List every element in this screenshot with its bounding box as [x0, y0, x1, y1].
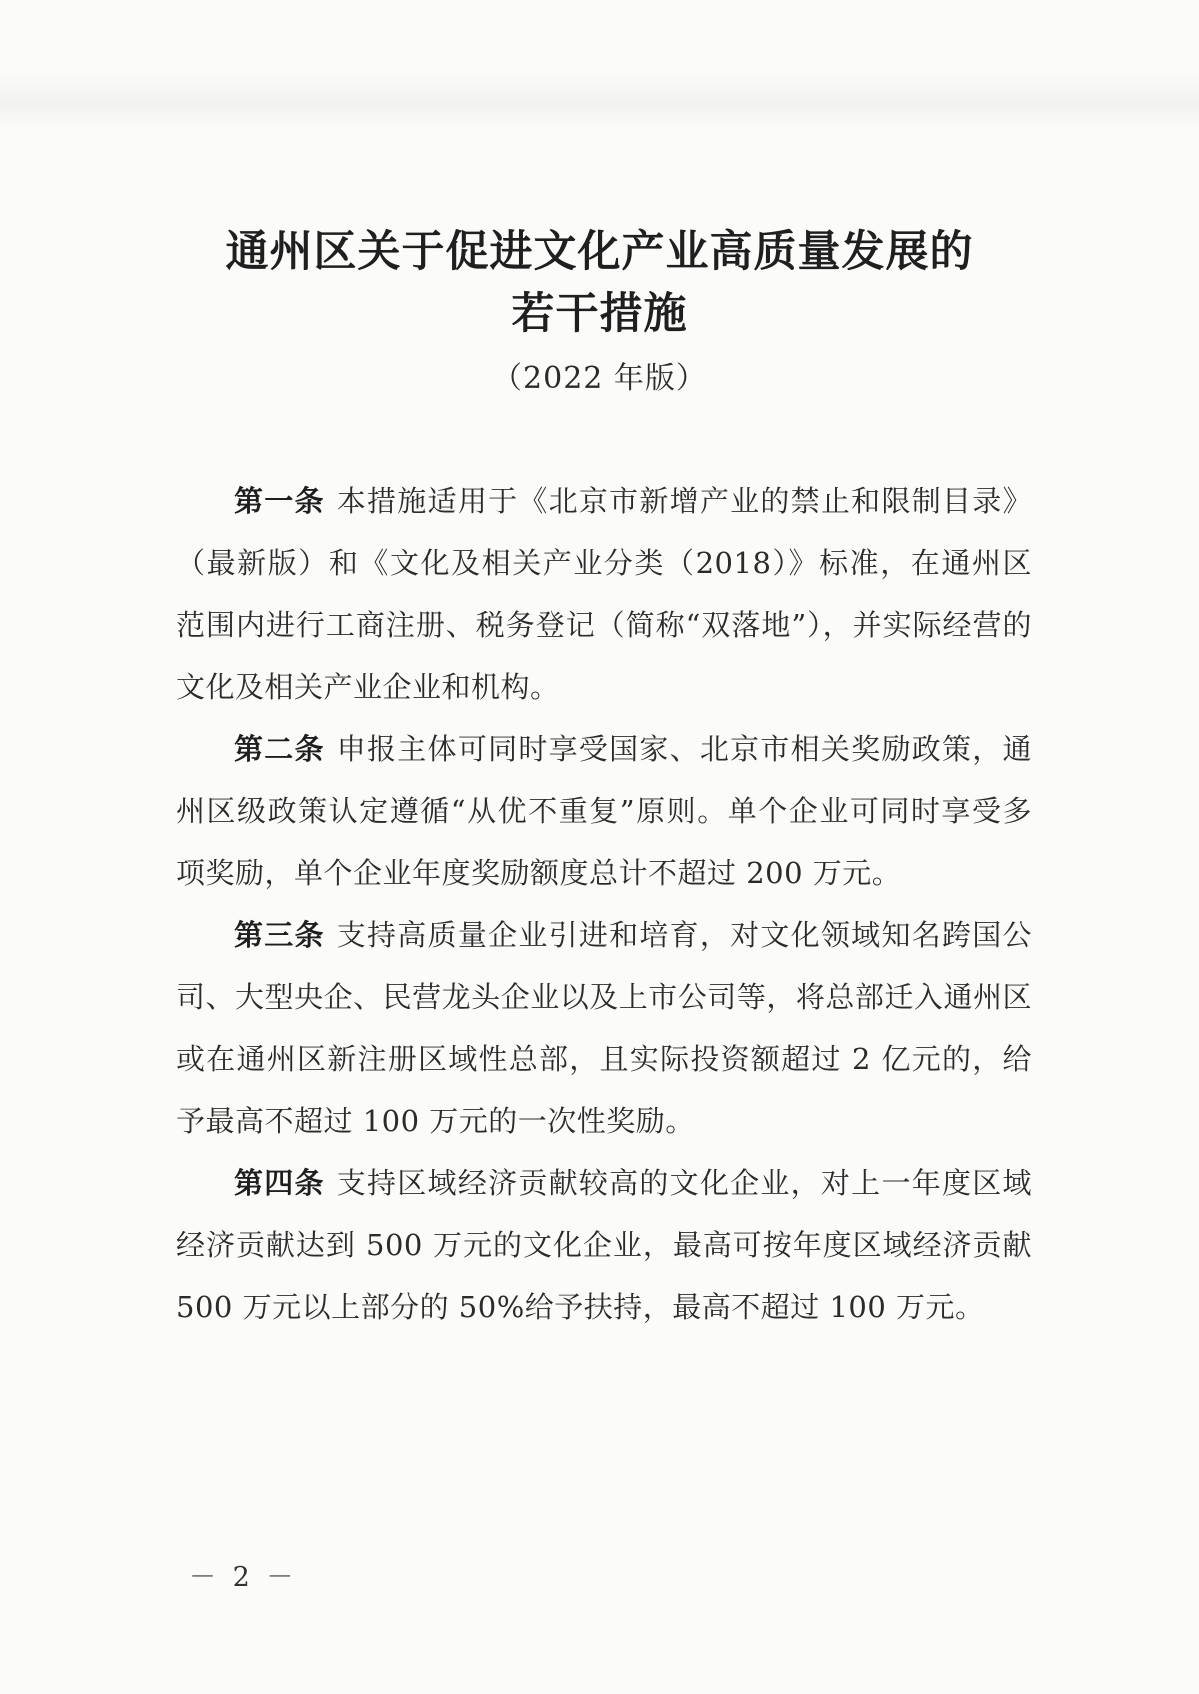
document-edition: （2022 年版） [492, 361, 707, 396]
document-body [176, 470, 1032, 1338]
article-4-label: 第四条 [234, 1166, 325, 1200]
scan-artifact [0, 70, 1199, 130]
article-1-text: 本措施适用于《北京市新增产业的禁止和限制目录》（最新版）和《文化及相关产业分类（2018）》标准，在通州区范围内进行工商注册、税务登记（简称“双落地”），并实际经营的文化及相关产业企业和机构。 [176, 484, 1032, 704]
article-2 [176, 718, 1032, 904]
document-title-line2: 若干措施 [511, 289, 688, 339]
document-title-line1: 通州区关于促进文化产业高质量发展的 [225, 227, 974, 277]
article-3-label: 第三条 [234, 918, 325, 952]
article-3 [176, 904, 1032, 1152]
article-2-label: 第二条 [234, 732, 325, 766]
article-2-text: 申报主体可同时享受国家、北京市相关奖励政策，通州区级政策认定遵循“从优不重复”原则。单个企业可同时享受多项奖励，单个企业年度奖励额度总计不超过 200 万元。 [176, 732, 1032, 890]
article-1-label: 第一条 [234, 484, 325, 518]
article-3-text: 支持高质量企业引进和培育，对文化领域知名跨国公司、大型央企、民营龙头企业以及上市公司等，将总部迁入通州区或在通州区新注册区域性总部，且实际投资额超过 2 亿元的，给予最高不超过 100 万元的一次性奖励。 [176, 918, 1032, 1138]
article-1 [176, 470, 1032, 718]
page-number: － 2 － [189, 1562, 298, 1593]
article-4-text: 支持区域经济贡献较高的文化企业，对上一年度区域经济贡献达到 500 万元的文化企业，最高可按年度区域经济贡献 500 万元以上部分的 50%给予扶持，最高不超过 100 万元。 [176, 1166, 1032, 1324]
article-4 [176, 1152, 1032, 1338]
